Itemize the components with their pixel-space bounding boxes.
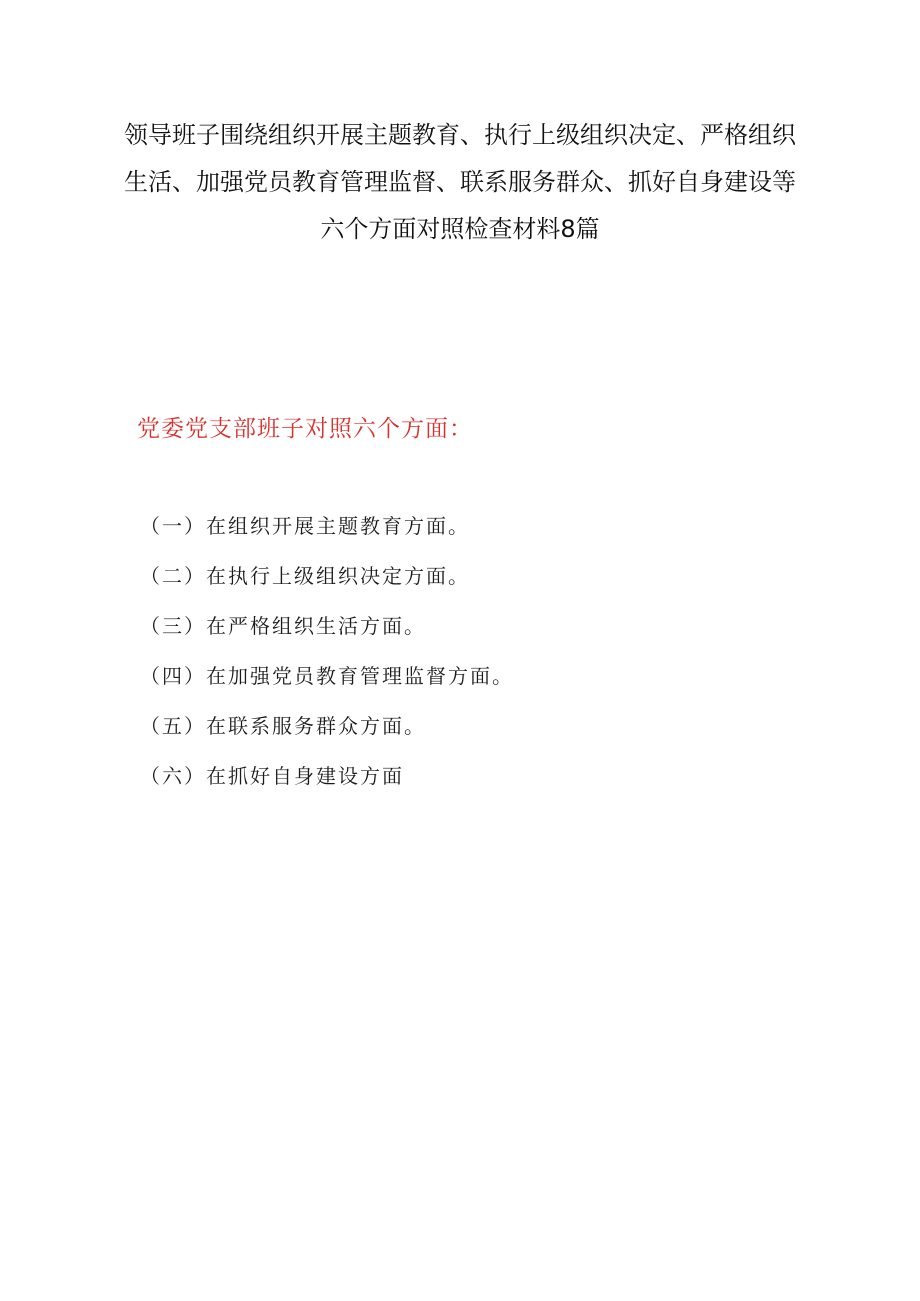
title-line-3: 六个方面对照检查材料8篇 bbox=[320, 215, 600, 243]
title-line-1: 领导班子围绕组织开展主题教育、执行上级组织决定、严格组织 bbox=[124, 121, 796, 149]
list-item: （二）在执行上级组织决定方面。 bbox=[140, 564, 470, 588]
list-item: （六）在抓好自身建设方面 bbox=[140, 764, 404, 788]
document-title bbox=[120, 112, 800, 253]
list-item: （五）在联系服务群众方面。 bbox=[140, 714, 426, 738]
list-item: （三）在严格组织生活方面。 bbox=[140, 614, 426, 638]
section-heading: 党委党支部班子对照六个方面： bbox=[137, 416, 473, 442]
title-line-2: 生活、加强党员教育管理监督、联系服务群众、抓好自身建设等 bbox=[124, 168, 796, 196]
list-item: （一）在组织开展主题教育方面。 bbox=[140, 514, 470, 538]
list-item: （四）在加强党员教育管理监督方面。 bbox=[140, 664, 514, 688]
aspect-list bbox=[140, 508, 514, 808]
